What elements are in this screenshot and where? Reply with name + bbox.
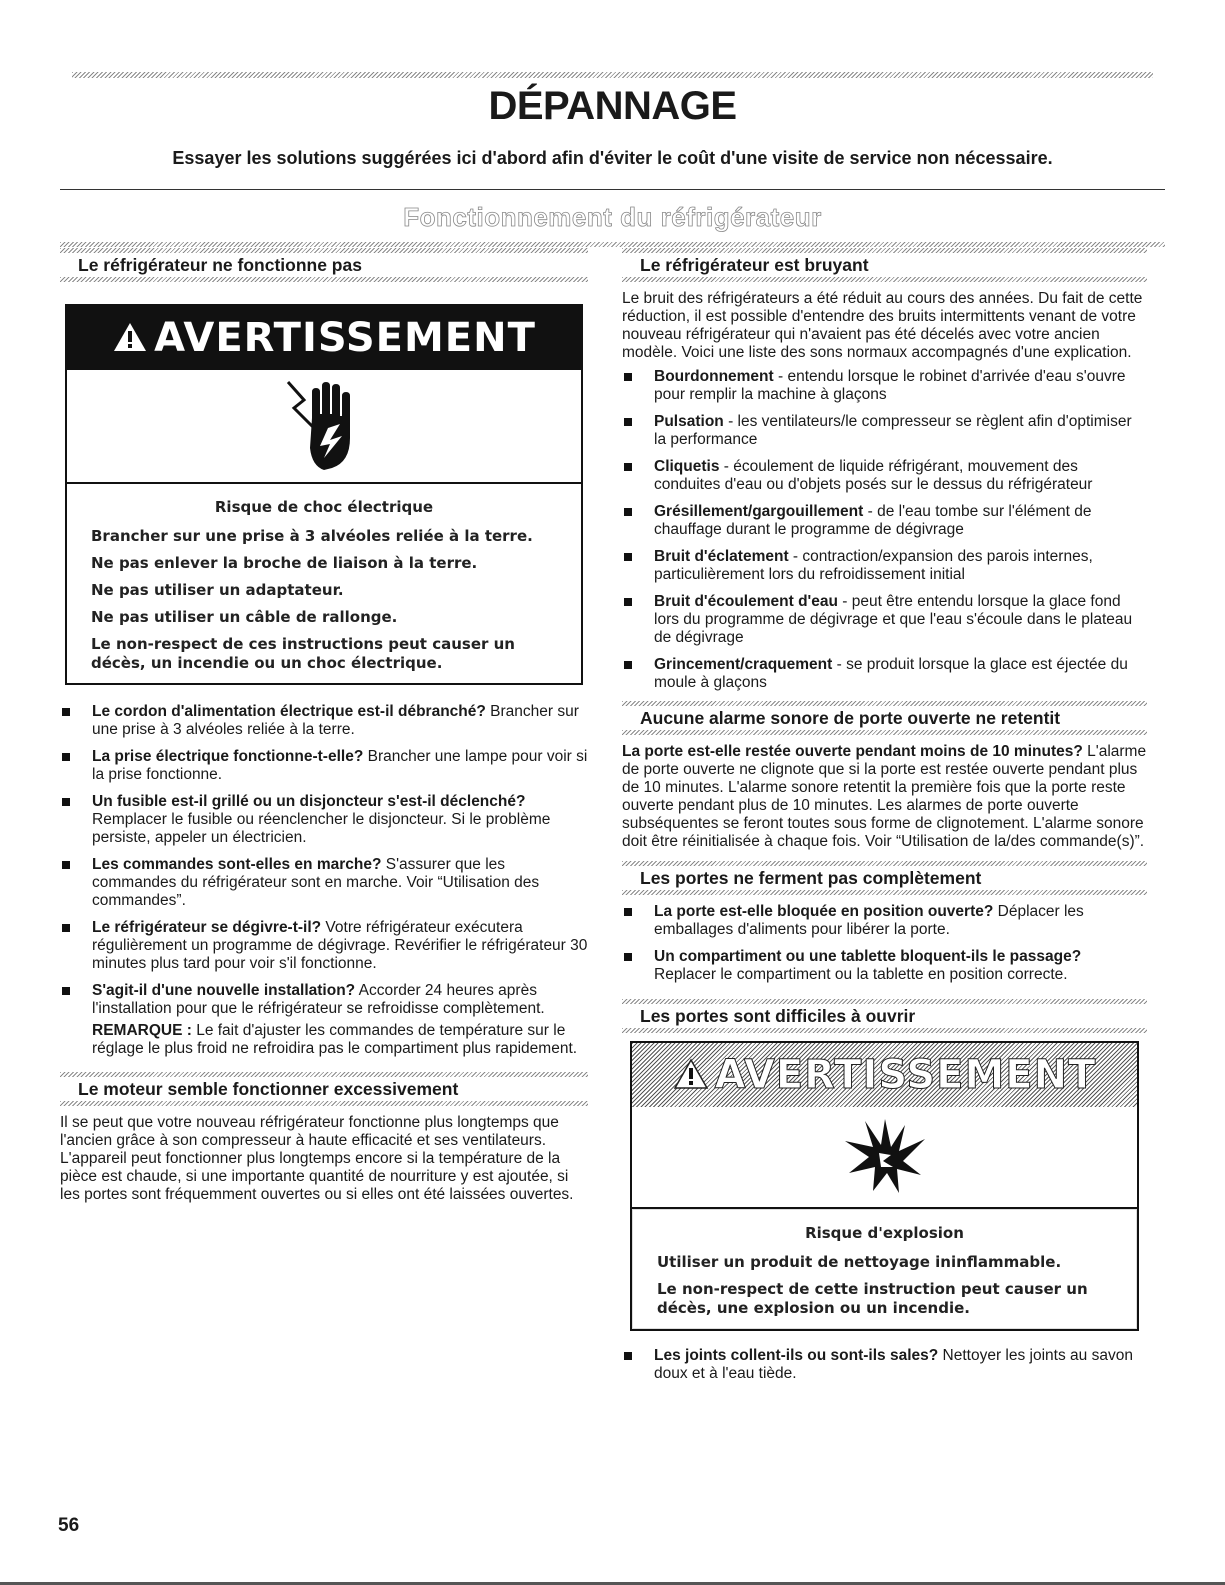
warning-line: Le non-respect de ces instructions peut causer un décès, un incendie ou un choc électrique. (91, 635, 515, 672)
list-item: La prise électrique fonctionne-t-elle? Brancher une lampe pour voir si la prise fonctionne. (60, 748, 588, 784)
sounds-list (622, 368, 1147, 692)
list-item: Un compartiment ou une tablette bloquent-ils le passage? Replacer le compartiment ou la tablette en position correcte. (622, 948, 1147, 984)
not-running-checklist (60, 703, 588, 1018)
section-hatch-rule (60, 242, 1165, 247)
subhead-alarm: Aucune alarme sonore de porte ouverte ne retentit (622, 701, 1147, 735)
subhead-doors-not-closing: Les portes ne ferment pas complètement (622, 861, 1147, 895)
bullet-icon (624, 1352, 632, 1360)
list-item: Pulsation - les ventilateurs/le compresseur se règlent afin d'optimiser la performance (622, 413, 1147, 449)
warning-text (632, 1209, 1137, 1329)
list-item: Bourdonnement - entendu lorsque le robinet d'arrivée d'eau s'ouvre pour remplir la machine à glaçons (622, 368, 1147, 404)
subhead-doors-hard-to-open: Les portes sont difficiles à ouvrir (622, 999, 1147, 1033)
bullet-icon (624, 508, 632, 516)
shock-warning-box (65, 304, 583, 685)
explosion-icon (632, 1107, 1137, 1209)
list-item: Grésillement/gargouillement - de l'eau tombe sur l'élément de chauffage durant le programme de dégivrage (622, 503, 1147, 539)
subhead-not-running: Le réfrigérateur ne fonctionne pas (60, 248, 588, 282)
warning-caption: Risque de choc électrique (214, 498, 434, 516)
motor-paragraph: Il se peut que votre nouveau réfrigérateur fonctionne plus longtemps que l'ancien grâce à son compresseur à haute efficacité et ses ventilateurs. L'appareil peut fonctionner plus longtemps encore si la température de la pièce est chaude, si une importante quantité de nourriture y est ajoutée, si les portes sont fréquemment ouvertes ou si elles ont été laissées ouvertes. (60, 1114, 574, 1203)
explosion-warning-box (630, 1041, 1139, 1331)
bullet-icon (624, 908, 632, 916)
bullet-icon (624, 463, 632, 471)
page-subtitle: Essayer les solutions suggérées ici d'abord afin d'éviter le coût d'une visite de service non nécessaire. (172, 148, 1053, 168)
bullet-icon (62, 708, 70, 716)
warning-header-label: AVERTISSEMENT (154, 315, 536, 361)
warning-line: Le non-respect de cette instruction peut causer un décès, une explosion ou un incendie. (657, 1280, 1088, 1317)
list-item: La porte est-elle bloquée en position ouverte? Déplacer les emballages d'aliments pour libérer la porte. (622, 903, 1147, 939)
list-item: Le cordon d'alimentation électrique est-il débranché? Brancher sur une prise à 3 alvéoles reliée à la terre. (60, 703, 588, 739)
bullet-icon (624, 661, 632, 669)
subhead-motor: Le moteur semble fonctionner excessivement (60, 1072, 588, 1106)
alarm-paragraph: La porte est-elle restée ouverte pendant moins de 10 minutes? L'alarme de porte ouverte ne clignote que si la porte est restée ouverte pendant plus de 10 minutes. L'alarme sonore retentit la première fois que la porte reste ouverte pendant plus de 10 minutes. Les alarmes de porte ouverte subséquentes se feront toutes sous forme de clignotement. L'alarme sonore doit être réinitialisée à chaque fois. Voir “Utilisation de la/des commande(s)”. (622, 743, 1147, 850)
list-item: S'agit-il d'une nouvelle installation? Accorder 24 heures après l'installation pour que le réfrigérateur se refroidisse complètement. (60, 982, 588, 1018)
list-item: Bruit d'éclatement - contraction/expansion des parois internes, particulièrement lors du refroidissement initial (622, 548, 1147, 584)
bullet-icon (62, 861, 70, 869)
warning-text (67, 484, 581, 683)
header-divider (60, 189, 1165, 190)
right-column (622, 248, 1147, 1392)
bullet-icon (624, 373, 632, 381)
warning-line: Ne pas enlever la broche de liaison à la terre. (91, 554, 478, 572)
top-hatch-rule (72, 72, 1153, 78)
left-column (60, 248, 588, 1204)
warning-line: Utiliser un produit de nettoyage ininflammable. (657, 1253, 1062, 1271)
warning-line: Ne pas utiliser un adaptateur. (91, 581, 344, 599)
warning-triangle-icon (112, 308, 148, 372)
warning-header-label: AVERTISSEMENT (714, 1052, 1097, 1098)
list-item: Le réfrigérateur se dégivre-t-il? Votre réfrigérateur exécutera régulièrement un programme de dégivrage. Revérifier le réfrigérateur 30 minutes plus tard pour voir s'il fonctionne. (60, 919, 588, 973)
section-title: Fonctionnement du réfrigérateur (403, 202, 822, 232)
bullet-icon (624, 553, 632, 561)
doors-open-list (622, 1347, 1147, 1383)
page-title: DÉPANNAGE (488, 84, 737, 128)
list-item: Les joints collent-ils ou sont-ils sales? Nettoyer les joints au savon doux et à l'eau tiède. (622, 1347, 1147, 1383)
list-item: Cliquetis - écoulement de liquide réfrigérant, mouvement des conduites d'eau ou d'objets posés sur le dessus du réfrigérateur (622, 458, 1147, 494)
warning-header (67, 306, 581, 370)
list-item: Un fusible est-il grillé ou un disjoncteur s'est-il déclenché? Remplacer le fusible ou réenclencher le disjoncteur. Si le problème persiste, appeler un électricien. (60, 793, 588, 847)
warning-line: Brancher sur une prise à 3 alvéoles reliée à la terre. (91, 527, 533, 545)
subhead-noisy: Le réfrigérateur est bruyant (622, 248, 1147, 282)
page-number: 56 (58, 1515, 80, 1536)
list-item: Bruit d'écoulement d'eau - peut être entendu lorsque la glace fond lors du programme de dégivrage et que l'eau s'écoule dans le plateau de dégivrage (622, 593, 1147, 647)
doors-closing-list (622, 903, 1147, 984)
bullet-icon (624, 953, 632, 961)
list-item: Les commandes sont-elles en marche? S'assurer que les commandes du réfrigérateur sont en marche. Voir “Utilisation des commandes”. (60, 856, 588, 910)
warning-caption: Risque d'explosion (805, 1224, 964, 1242)
warning-triangle-icon (673, 1045, 709, 1109)
list-item: Grincement/craquement - se produit lorsque la glace est éjectée du moule à glaçons (622, 656, 1147, 692)
warning-header (632, 1043, 1137, 1107)
electric-shock-hand-icon (67, 370, 581, 484)
bullet-icon (62, 987, 70, 995)
bullet-icon (62, 924, 70, 932)
note: REMARQUE : Le fait d'ajuster les commandes de température sur le réglage le plus froid ne refroidira pas le compartiment plus rapidement. (92, 1022, 578, 1057)
bullet-icon (62, 798, 70, 806)
bullet-icon (62, 753, 70, 761)
warning-line: Ne pas utiliser un câble de rallonge. (91, 608, 398, 626)
bullet-icon (624, 418, 632, 426)
bullet-icon (624, 598, 632, 606)
noise-intro: Le bruit des réfrigérateurs a été réduit au cours des années. Du fait de cette réduction, il est possible d'entendre des bruits intermittents venant de votre nouveau réfrigérateur qui n'avaient pas été décelés avec votre ancien modèle. Voici une liste des sons normaux accompagnés d'une explication. (622, 290, 1143, 361)
